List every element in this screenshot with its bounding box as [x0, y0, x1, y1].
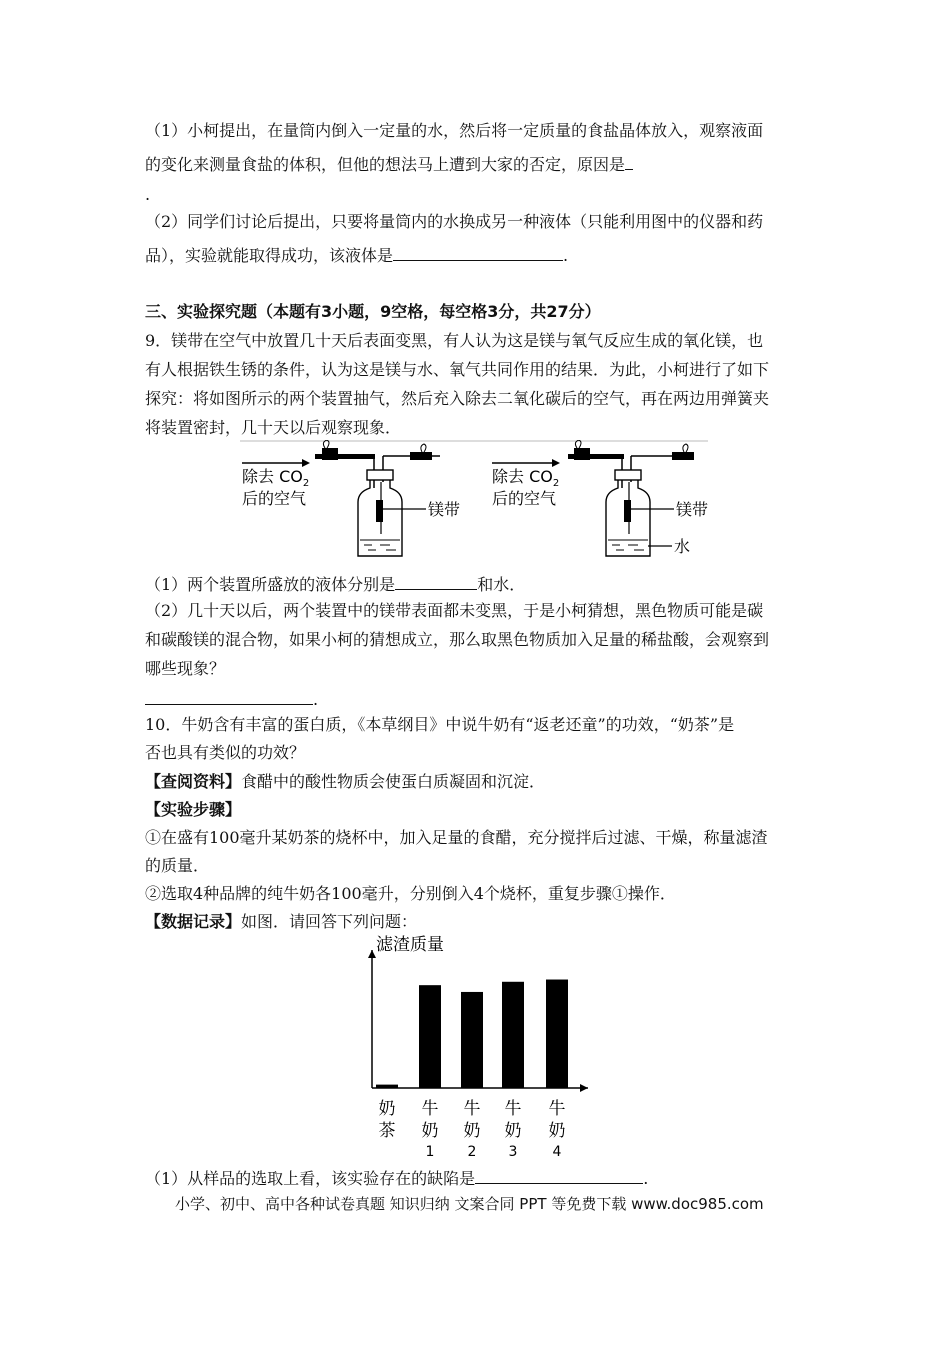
- chart-ylabel: 滤渣质量: [376, 935, 444, 955]
- q10-step1-line2: 的质量．: [145, 856, 210, 875]
- chart-category-label: 牛: [421, 1099, 439, 1119]
- chart-category-label: 4: [552, 1144, 562, 1160]
- chart-category-label: 1: [425, 1144, 435, 1160]
- left-mg-label: 镁带: [428, 500, 461, 519]
- q9-line3: 探究：将如图所示的两个装置抽气，然后充入除去二氧化碳后的空气，再在两边用弹簧夹: [145, 389, 770, 408]
- q9-line2: 有人根据铁生锈的条件，认为这是镁与水、氧气共同作用的结果．为此，小柯进行了如下: [145, 360, 770, 379]
- q8-p1-line3: .: [145, 185, 151, 204]
- chart-bar: [376, 1085, 398, 1088]
- q8-answer-blank-1[interactable]: [625, 153, 633, 170]
- q10-s1-text: （1）从样品的选取上看，该实验存在的缺陷是: [145, 1169, 476, 1188]
- chart-category-label: 奶: [463, 1121, 481, 1141]
- left-air-label-2: 后的空气: [242, 489, 307, 508]
- q10-data-label: 【数据记录】: [145, 912, 242, 931]
- chart-bar: [546, 980, 568, 1088]
- q8-p1-line2-text: 的变化来测量食盐的体积，但他的想法马上遭到大家的否定，原因是: [145, 155, 626, 174]
- chart-category-label: 奶: [421, 1121, 439, 1141]
- q9-s1-text-a: （1）两个装置所盛放的液体分别是: [145, 575, 396, 594]
- q8-p1-line1: （1）小柯提出，在量筒内倒入一定量的水，然后将一定质量的食盐晶体放入，观察液面: [145, 121, 764, 140]
- left-air-label-1: 除去 $CO_2$: [242, 467, 310, 489]
- q8-p2-line2-text: 品），实验就能取得成功，该液体是: [145, 246, 394, 265]
- q10-data-text: 如图．请回答下列问题：: [241, 912, 418, 931]
- chart-bar: [461, 992, 483, 1088]
- left-apparatus: [242, 440, 460, 556]
- chart-category-label: 2: [467, 1144, 477, 1160]
- q9-s1-text-b: 和水．: [477, 575, 526, 594]
- q10-s1: [145, 1167, 815, 1189]
- chart-category-label: 牛: [463, 1099, 481, 1119]
- right-air-label-1: 除去 $CO_2$: [492, 467, 560, 489]
- q10-step1-line1: ①在盛有100毫升某奶茶的烧杯中，加入足量的食醋，充分搅拌后过滤、干燥，称量滤渣: [145, 828, 768, 847]
- q8-p2-line2: [145, 244, 815, 266]
- q9-s2-line1: （2）几十天以后，两个装置中的镁带表面都未变黑，于是小柯猜想，黑色物质可能是碳: [145, 601, 764, 620]
- chart-bar: [419, 985, 441, 1088]
- q8-p1-line2: [145, 153, 815, 175]
- q9-s2-end: .: [313, 690, 319, 709]
- chart-bar: [502, 982, 524, 1088]
- q8-p2-end: .: [563, 246, 569, 265]
- q10-data: [145, 912, 815, 932]
- right-apparatus: [492, 440, 708, 556]
- chart-x-arrow: [580, 1084, 588, 1092]
- q10-step2: ②选取4种品牌的纯牛奶各100毫升，分别倒入4个烧杯，重复步骤①操作．: [145, 884, 676, 903]
- chart-category-label: 茶: [378, 1121, 396, 1141]
- chart-category-label: 奶: [378, 1099, 396, 1119]
- q9-line1: 9．镁带在空气中放置几十天后表面变黑，有人认为这是镁与氧气反应生成的氧化镁，也: [145, 331, 764, 350]
- q9-s2-line3: 哪些现象？: [145, 659, 226, 678]
- chart-category-label: 牛: [504, 1099, 522, 1119]
- q9-s2-line2: 和碳酸镁的混合物，如果小柯的猜想成立，那么取黑色物质加入足量的稀盐酸，会观察到: [145, 630, 770, 649]
- q8-p2-line1: （2）同学们讨论后提出，只要将量筒内的水换成另一种液体（只能利用图中的仪器和药: [145, 212, 764, 231]
- chart-y-arrow: [368, 950, 376, 958]
- q10-line1: 10．牛奶含有丰富的蛋白质，《本草纲目》中说牛奶有“返老还童”的功效，“奶茶”是: [145, 715, 735, 734]
- q9-answer-blank-2[interactable]: [145, 688, 313, 705]
- q9-s1: [145, 573, 815, 595]
- chart-category-label: 奶: [548, 1121, 566, 1141]
- q9-answer-blank-1[interactable]: [395, 573, 477, 590]
- chart-category-label: 牛: [548, 1099, 566, 1119]
- q10-ref-text: 食醋中的酸性物质会使蛋白质凝固和沉淀．: [241, 772, 546, 791]
- right-water-label: 水: [674, 537, 691, 556]
- residue-mass-chart: [360, 930, 600, 1160]
- q9-s2-answer: [145, 688, 815, 710]
- right-mg-label: 镁带: [676, 500, 709, 519]
- q10-ref-label: 【查阅资料】: [145, 772, 242, 791]
- section3-title: 三、实验探究题（本题有3小题，9空格，每空格3分，共27分）: [145, 302, 601, 321]
- footer-text: 小学、初中、高中各种试卷真题 知识归纳 文案合同 PPT 等免费下载 www.doc985.com: [175, 1195, 764, 1213]
- chart-category-label: 3: [508, 1144, 518, 1160]
- q10-answer-blank-1[interactable]: [475, 1167, 643, 1184]
- chart-category-label: 奶: [504, 1121, 522, 1141]
- q10-ref: [145, 772, 815, 792]
- q10-s1-end: .: [643, 1169, 649, 1188]
- apparatus-figure: [240, 440, 710, 564]
- right-air-label-2: 后的空气: [492, 489, 557, 508]
- q10-line2: 否也具有类似的功效？: [145, 743, 306, 762]
- q10-steps-label: 【实验步骤】: [145, 800, 242, 819]
- q8-answer-blank-2[interactable]: [393, 244, 563, 261]
- q9-line4: 将装置密封，几十天以后观察现象．: [145, 418, 402, 437]
